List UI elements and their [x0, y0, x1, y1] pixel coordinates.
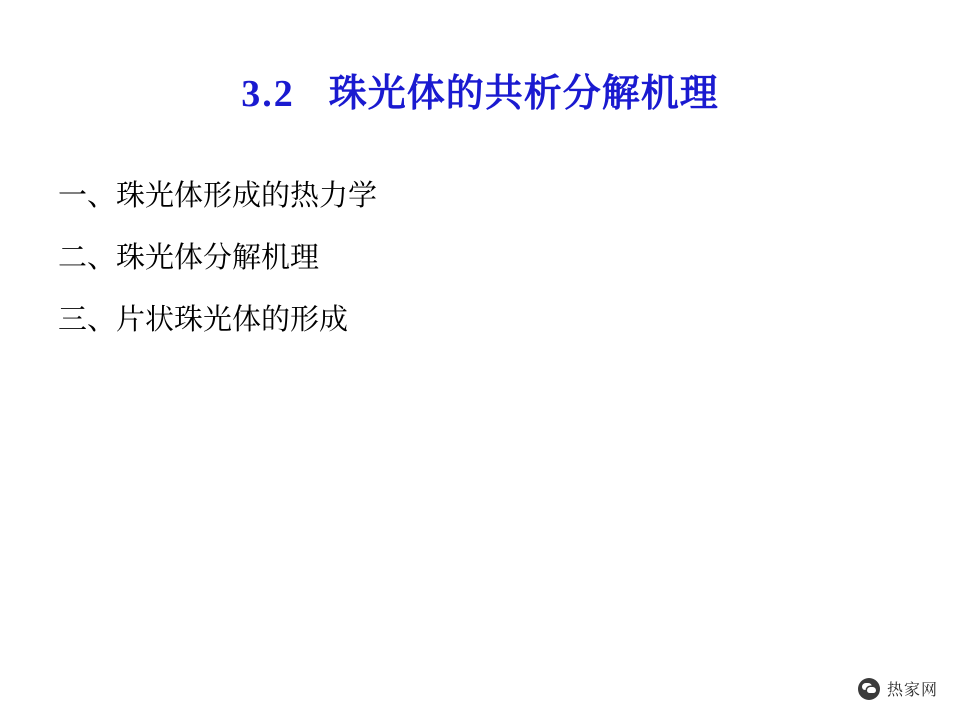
list-item: 三、片状珠光体的形成 [58, 304, 349, 336]
watermark-label: 热家网 [886, 682, 938, 699]
page-title-text: 珠光体的共析分解机理 [328, 73, 719, 115]
watermark [858, 677, 938, 700]
list-item: 二、珠光体分解机理 [58, 242, 320, 274]
outline-list [58, 182, 758, 368]
list-item: 一、珠光体形成的热力学 [58, 180, 378, 212]
page-title [0, 62, 960, 117]
page-title-number: 3.2 [241, 73, 295, 115]
wechat-icon [858, 678, 880, 700]
